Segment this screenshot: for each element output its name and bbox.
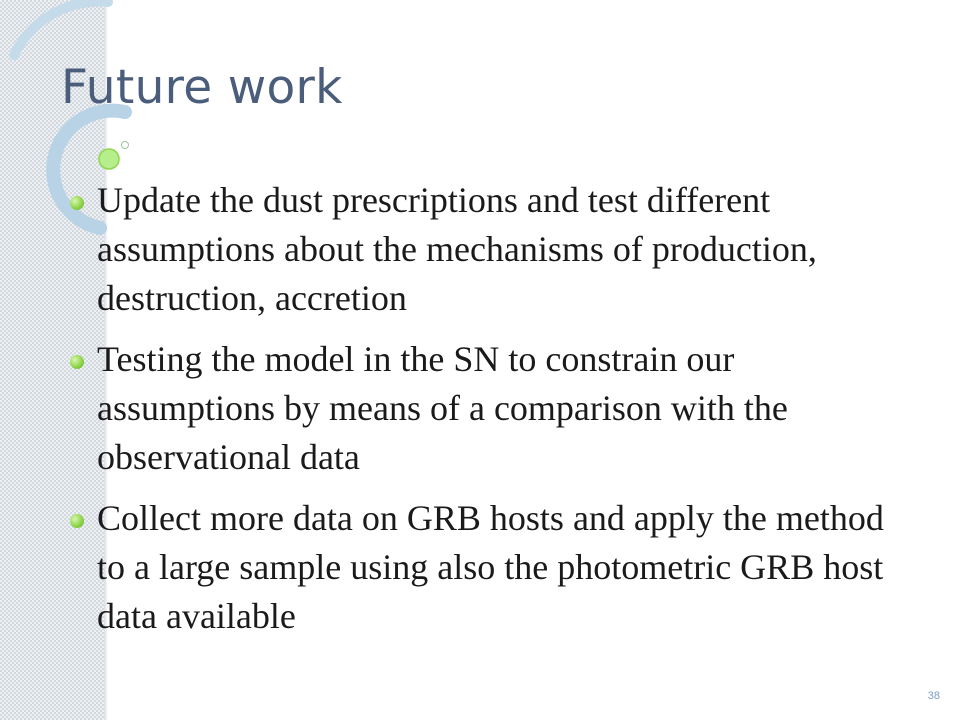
bullet-text: Collect more data on GRB hosts and apply the method to a large sample using also the photometric GRB host data available — [97, 498, 884, 636]
bullet-text: Update the dust prescriptions and test different assumptions about the mechanisms of production, destruction, accretion — [97, 180, 817, 318]
bullet-list — [70, 176, 910, 653]
bullet-icon — [70, 196, 84, 210]
bullet-text: Testing the model in the SN to constrain our assumptions by means of a comparison with the observational data — [97, 339, 788, 477]
bullet-icon — [70, 514, 84, 528]
bullet-icon — [70, 355, 84, 369]
bullet-item-1 — [70, 176, 910, 323]
decorative-small-dot — [122, 142, 129, 149]
bullet-item-3 — [70, 494, 910, 641]
slide-title: Future work — [61, 60, 343, 115]
bullet-item-2 — [70, 335, 910, 482]
page-number: 38 — [927, 690, 940, 702]
